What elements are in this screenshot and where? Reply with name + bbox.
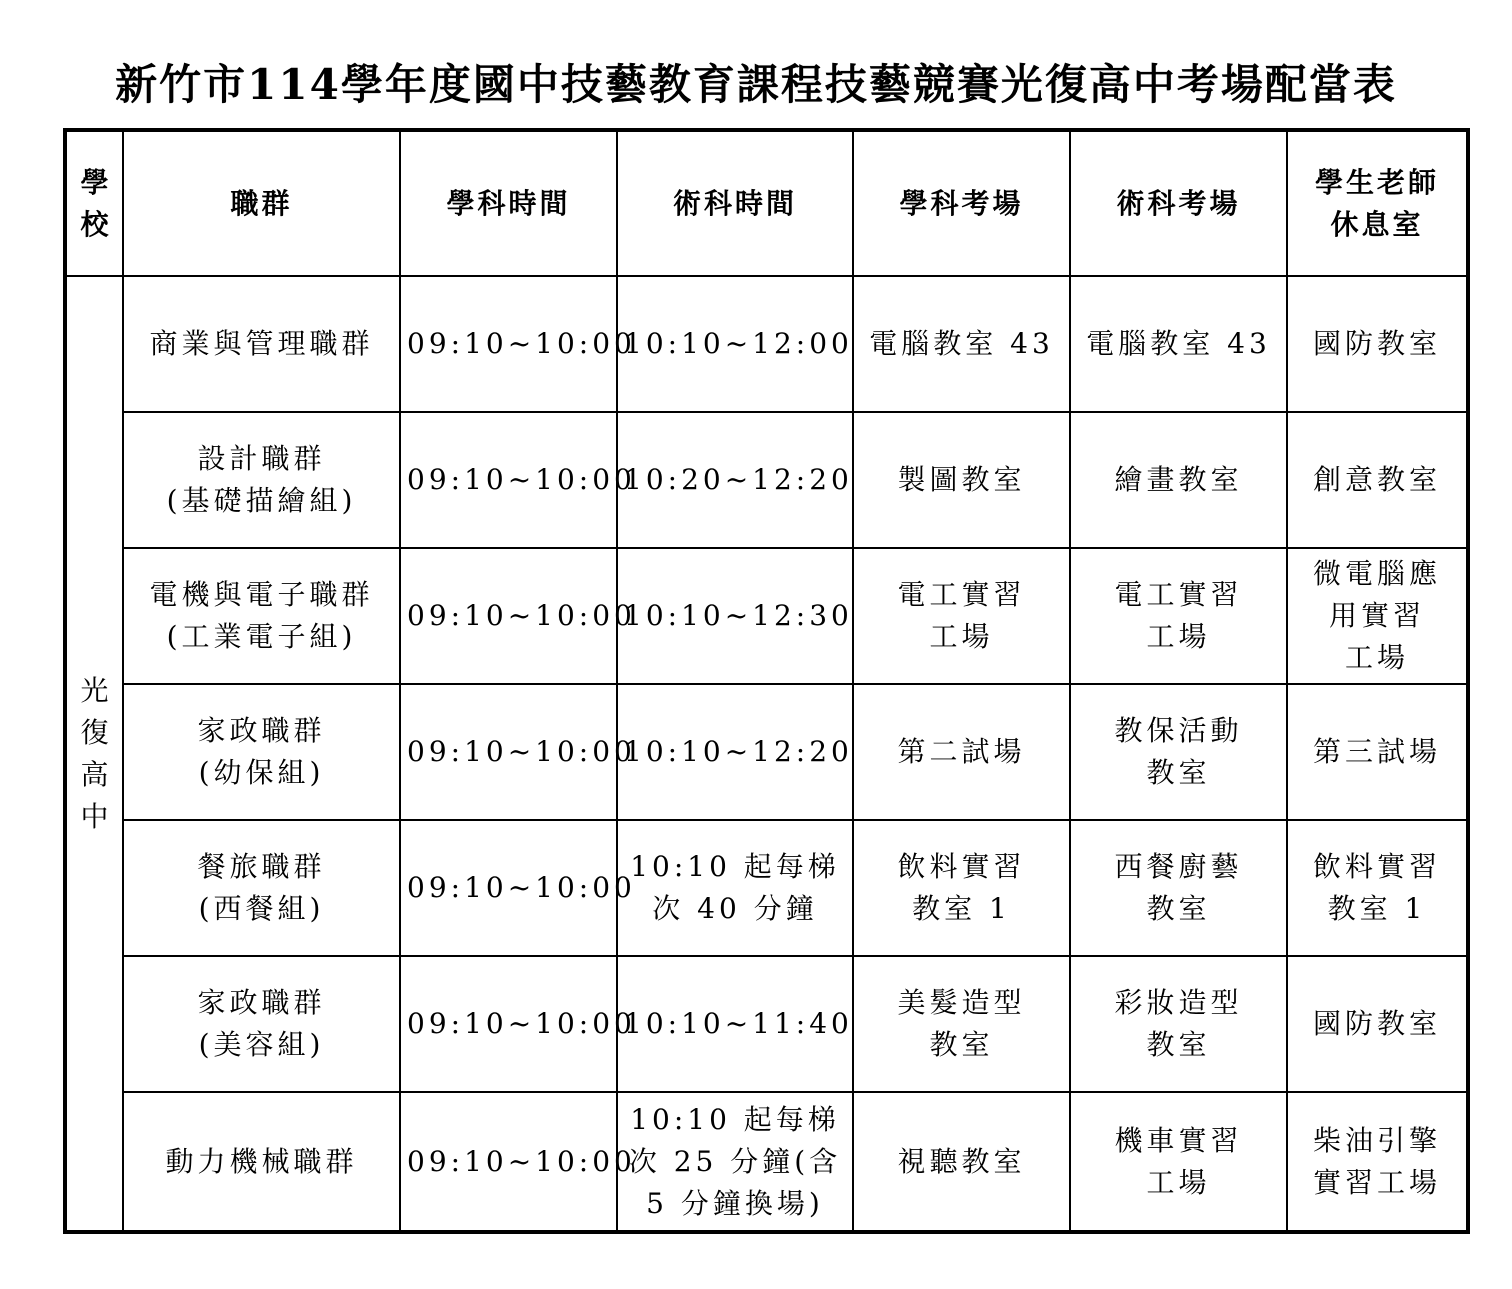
practical-time-cell: 10:10 起每梯 次 40 分鐘 [617,820,853,956]
school-name-cell: 光復高中 [65,276,123,1232]
rest-room-cell: 國防教室 [1287,276,1468,412]
table-row [65,1092,1468,1232]
written-room-cell: 美髮造型 教室 [853,956,1070,1092]
practical-room-cell: 電腦教室 43 [1070,276,1287,412]
written-room-cell: 電腦教室 43 [853,276,1070,412]
group-cell: 商業與管理職群 [123,276,400,412]
written-room-cell: 第二試場 [853,684,1070,820]
table-row [65,412,1468,548]
written-time-cell: 09:10~10:00 [400,1092,617,1232]
table-row [65,684,1468,820]
header-practical-time: 術科時間 [617,130,853,276]
rest-room-cell: 第三試場 [1287,684,1468,820]
practical-time-cell: 10:10~12:20 [617,684,853,820]
practical-room-cell: 彩妝造型 教室 [1070,956,1287,1092]
practical-room-cell: 繪畫教室 [1070,412,1287,548]
group-cell: 家政職群 (幼保組) [123,684,400,820]
written-time-cell: 09:10~10:00 [400,276,617,412]
rest-room-cell: 柴油引擎 實習工場 [1287,1092,1468,1232]
header-practical-room: 術科考場 [1070,130,1287,276]
written-room-cell: 視聽教室 [853,1092,1070,1232]
practical-room-cell: 機車實習 工場 [1070,1092,1287,1232]
header-school: 學校 [65,130,123,276]
group-cell: 設計職群 (基礎描繪組) [123,412,400,548]
practical-time-cell: 10:10~11:40 [617,956,853,1092]
table-row [65,276,1468,412]
practical-time-cell: 10:10~12:30 [617,548,853,684]
rest-room-cell: 創意教室 [1287,412,1468,548]
group-cell: 動力機械職群 [123,1092,400,1232]
header-row [65,130,1468,276]
header-written-room: 學科考場 [853,130,1070,276]
practical-time-cell: 10:20~12:20 [617,412,853,548]
rest-room-cell: 微電腦應 用實習 工場 [1287,548,1468,684]
group-cell: 餐旅職群 (西餐組) [123,820,400,956]
table-row [65,956,1468,1092]
practical-room-cell: 電工實習 工場 [1070,548,1287,684]
practical-room-cell: 西餐廚藝 教室 [1070,820,1287,956]
header-written-time: 學科時間 [400,130,617,276]
group-cell: 家政職群 (美容組) [123,956,400,1092]
practical-room-cell: 教保活動 教室 [1070,684,1287,820]
written-time-cell: 09:10~10:00 [400,548,617,684]
practical-time-cell: 10:10 起每梯 次 25 分鐘(含 5 分鐘換場) [617,1092,853,1232]
header-group: 職群 [123,130,400,276]
group-cell: 電機與電子職群 (工業電子組) [123,548,400,684]
written-time-cell: 09:10~10:00 [400,956,617,1092]
rest-room-cell: 飲料實習 教室 1 [1287,820,1468,956]
written-time-cell: 09:10~10:00 [400,820,617,956]
written-time-cell: 09:10~10:00 [400,412,617,548]
rest-room-cell: 國防教室 [1287,956,1468,1092]
written-room-cell: 製圖教室 [853,412,1070,548]
exam-schedule-table [63,128,1470,1234]
table-row [65,820,1468,956]
written-room-cell: 飲料實習 教室 1 [853,820,1070,956]
header-rest-room: 學生老師 休息室 [1287,130,1468,276]
page-title: 新竹市114學年度國中技藝教育課程技藝競賽光復高中考場配當表 [115,60,1397,109]
practical-time-cell: 10:10~12:00 [617,276,853,412]
written-time-cell: 09:10~10:00 [400,684,617,820]
written-room-cell: 電工實習 工場 [853,548,1070,684]
table-row [65,548,1468,684]
